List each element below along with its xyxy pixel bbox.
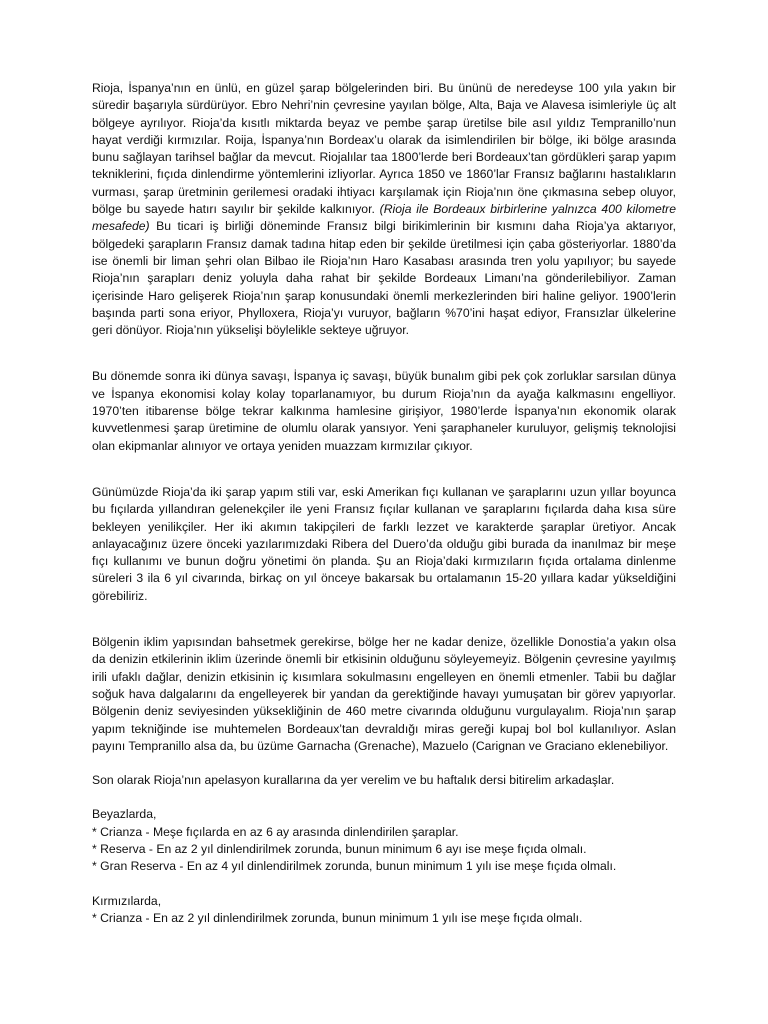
paragraph-styles: Günümüzde Rioja’da iki şarap yapım stili var, eski Amerikan fıçı kullanan ve şaraplarını uzun yıllar boyunca bu fıçılarda yıllandıran gelenekçiler ile yeni Fransız fıçılar kullanan ve şaraplarını fıçılarda daha kısa süre bekleyen yenilikçiler. Her iki akımın takipçileri de farklı lezzet ve karakterde şaraplar üretiyor. Ancak anlayacağınız üzere önceki yazılarımızdaki Ribera del Duero’da olduğu gibi burada da inanılmaz bir meşe fıçı kullanımı ve bunun doğru yönetimi ön planda. Şu an Rioja’daki kırmızıların fıçıda ortalama dinlenme süreleri 3 ila 6 yıl civarında, birkaç on yıl önceye bakarsak bu ortalamanın 15-20 yıllara kadar yükseldiğini görebiliriz. <box>92 484 676 603</box>
white-rule-gran-reserva: * Gran Reserva - En az 4 yıl dinlendirilmek zorunda, bunun minimum 1 yılı ise meşe fıçıda olmalı. <box>92 859 617 874</box>
paragraph-gap <box>92 455 676 484</box>
paragraph-gap <box>92 755 676 772</box>
paragraph-gap <box>92 789 676 806</box>
paragraph-history-continued: Bu ticari iş birliği döneminde Fransız bilgi birikimlerinin bir kısmını daha Rioja’ya aktarıyor, bölgedeki şarapların Fransız damak tadına hitap eden bir şekilde üretilmesi için çaba gösteriyorlar. 1880’da ise önemli bir liman şehri olan Bilbao ile Rioja’nın Haro Kasabası arasında tren yolu yapılıyor; bu sayede Rioja’nın şarapları deniz yoluyla daha rahat bir şekilde Bordeaux Limanı’na gönderilebiliyor. Zaman içerisinde Haro gelişerek Rioja’nın şarap konusundaki önemli merkezlerinden biri haline geliyor. 1900’lerin başında parti sona eriyor, Phylloxera, Rioja’yı vuruyor, bağların %70’ini haşat ediyor, Fransızlar ülkelerine geri dönüyor. Rioja’nın yükselişi böylelikle sekteye uğruyor. <box>92 219 676 338</box>
paragraph-recovery: Bu dönemde sonra iki dünya savaşı, İspanya iç savaşı, büyük bunalım gibi pek çok zorluklar sarsılan dünya ve İspanya ekonomisi kolay kolay toparlanamıyor, bu durum Rioja’nın da ayağa kalkmasını engelliyor. 1970’ten itibarense bölge tekrar kalkınma hamlesine girişiyor, 1980’lerde İspanya’nın ekonomik olarak kuvvetlenmesi şarap üretimine de olumlu olarak yansıyor. Yeni şaraphaneler kuruluyor, gelişmiş teknolojisi olan ekipmanlar alınıyor ve ortaya yeniden muazzam kırmızılar çıkıyor. <box>92 369 676 453</box>
paragraph-history <box>92 80 676 339</box>
paragraph-gap <box>92 605 676 634</box>
red-wines-heading: Kırmızılarda, <box>92 893 162 908</box>
italic-distance-note: (Rioja ile Bordeaux birbirlerine yalnızca 400 kilometre mesafede) <box>92 202 676 234</box>
red-rule-crianza: * Crianza - En az 2 yıl dinlendirilmek zorunda, bunun minimum 1 yılı ise meşe fıçıda olmalı. <box>92 910 583 925</box>
paragraph-history-text: Rioja, İspanya’nın en ünlü, en güzel şarap bölgelerinden biri. Bu ününü de neredeyse 100 yıla yakın bir süredir başarıyla sürdürüyor. Ebro Nehri’nin çevresine yayılan bölge, Alta, Baja ve Alavesa isimleriyle üç alt bölgeye ayrılıyor. Rioja’da kısıtlı miktarda beyaz ve pembe şarap üretilse bile asıl yıldız Tempranillo’nun hayat verdiği kırmızılar. Roija, İspanya’nın Bordeax’u olarak da isimlendirilen bir bölge, iki bölge arasında bunu sağlayan tarihsel bağlar da mevcut. Riojalılar taa 1800’lerde beri Bordeaux’tan gördükleri şarap yapım tekniklerini, fıçıda dinlendirme yöntemlerini izliyorlar. Ayrıca 1850 ve 1860’lar Fransız bağlarını hastalıkların vurması, şarap üretminin gerilemesi oradaki ihtiyacı karşılamak için Rioja’nın öne çıkmasına sebep oluyor, bölge bu sayede hatırı sayılır bir şekilde kalkınıyor. <box>92 81 676 217</box>
paragraph-gap <box>92 339 676 368</box>
white-rule-reserva: * Reserva - En az 2 yıl dinlendirilmek zorunda, bunun minimum 6 ayı ise meşe fıçıda olmalı. <box>92 841 587 856</box>
white-rule-crianza: * Crianza - Meşe fıçılarda en az 6 ay arasında dinlendirilen şaraplar. <box>92 824 459 839</box>
white-wines-heading: Beyazlarda, <box>92 807 157 822</box>
paragraph-gap <box>92 876 676 893</box>
paragraph-closing: Son olarak Rioja’nın apelasyon kurallarına da yer verelim ve bu haftalık dersi bitirelim arkadaşlar. <box>92 773 615 788</box>
document-page <box>92 80 676 927</box>
paragraph-climate: Bölgenin iklim yapısından bahsetmek gerekirse, bölge her ne kadar denize, özellikle Donostia’a yakın olsa da denizin etkilerinin iklim üzerinde önemli bir etkisinin olduğunu söyleyemeyiz. Bölgenin çevresine yayılmış irili ufaklı dağlar, denizin etkisinin iç kısımlara sokulmasını engelleyen en önemli etmenler. Tabii bu dağlar soğuk hava dalgalarını da engelleyerek bir yandan da gerektiğinde havayı yumuşatan bir görev yapıyorlar. Bölgenin deniz seviyesinden yüksekliğinin de 460 metre civarında olduğunu vurgulayalım. Rioja’nın şarap yapım tekniğinde ise muhtemelen Bordeaux’tan devraldığı miras gereği kupaj bol bol kullanılıyor. Aslan payını Tempranillo alsa da, bu üzüme Garnacha (Grenache), Mazuelo (Carignan ve Graciano eklenebiliyor. <box>92 635 676 753</box>
